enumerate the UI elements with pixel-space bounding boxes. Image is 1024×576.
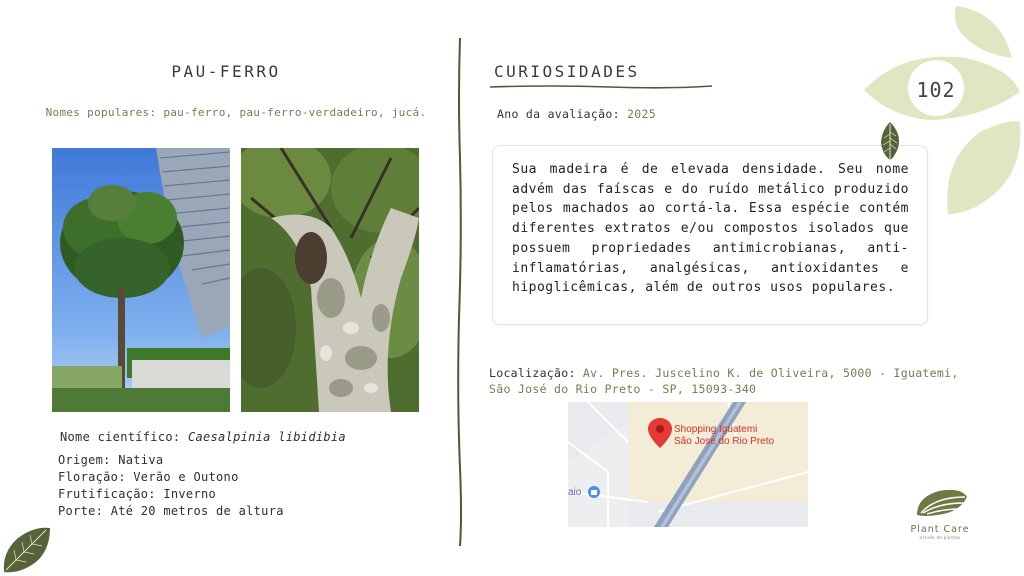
plant-care-leaf-icon (911, 487, 969, 519)
popular-names-label: Nomes populares: (45, 106, 157, 119)
fact-fruiting (58, 486, 284, 503)
year-label: Ano da avaliação: (497, 107, 620, 121)
facts-list (58, 452, 284, 520)
fact-label: Porte: (58, 504, 104, 518)
logo-name: Plant Care (910, 524, 970, 535)
fact-size (58, 503, 284, 520)
popular-names-value: pau-ferro, pau-ferro-verdadeiro, jucá. (163, 106, 427, 119)
page-number-badge: 102 (916, 78, 956, 102)
fact-label: Floração: (58, 470, 126, 484)
evaluation-year (497, 107, 656, 121)
bark-photo (241, 148, 419, 412)
fact-value: Nativa (118, 453, 164, 467)
logo-tagline: estudo de plantas (919, 535, 961, 540)
scientific-name (60, 430, 346, 444)
fact-value: Inverno (163, 487, 217, 501)
corner-leaf-icon (0, 522, 54, 576)
location-label: Localização: (489, 366, 576, 380)
fact-label: Frutificação: (58, 487, 156, 501)
map-place-line1: Shopping Iguatemi (674, 424, 758, 435)
fact-label: Origem: (58, 453, 111, 467)
fact-flowering (58, 469, 284, 486)
leaf-cluster-decoration (862, 0, 1024, 226)
curiosities-title: CURIOSIDADES (494, 62, 640, 81)
column-divider (456, 38, 464, 546)
curiosity-text: Sua madeira é de elevada densidade. Seu nome advém das faíscas e do ruído metálico produzido pelos machados ao cortá-la. Essa espécie contém diferentes extratos e/ou compostos isolados que possuem propriedades antimicrobianas, anti-inflamatórias, analgésicas, antioxidantes e hipoglicêmicas, além de outros usos populares. (512, 162, 909, 296)
map-partial-label: aio (568, 487, 582, 498)
scientific-name-value: Caesalpinia libidibia (187, 430, 346, 444)
plant-care-logo (902, 487, 978, 540)
fact-origin (58, 452, 284, 469)
fact-value: Até 20 metros de altura (110, 504, 284, 518)
scientific-name-label: Nome científico: (60, 430, 181, 444)
popular-names (0, 106, 472, 119)
title-underline (490, 84, 712, 90)
fact-value: Verão e Outono (133, 470, 239, 484)
small-leaf-icon (878, 120, 902, 162)
year-value: 2025 (627, 107, 656, 121)
location-value: Av. Pres. Juscelino K. de Oliveira, 5000 - Iguatemi, São José do Rio Preto - SP, 15093-340 (489, 366, 959, 396)
map-place-line2: São José do Rio Preto (674, 436, 775, 447)
tree-photo (52, 148, 230, 412)
location-map[interactable] (568, 402, 808, 527)
location (489, 366, 981, 397)
plant-title: PAU-FERRO (171, 62, 281, 81)
